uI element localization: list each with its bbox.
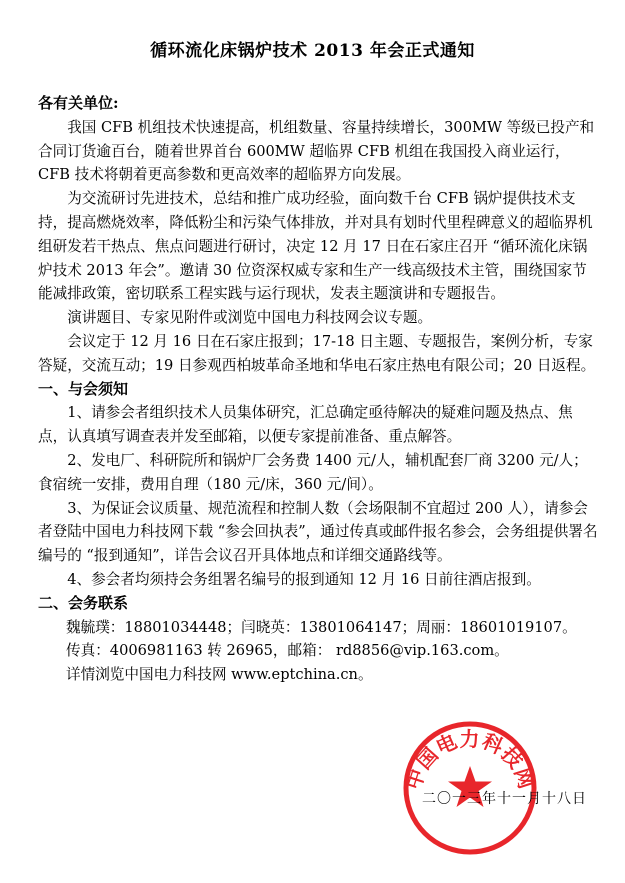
notes-item-1: 1、请参会者组织技术人员集体研究，汇总确定亟待解决的疑难问题及热点、焦点，认真填写调查表并发至邮箱，以便专家提前准备、重点解答。 [38,404,573,446]
intro-paragraph-3: 演讲题目、专家见附件或浏览中国电力科技网会议专题。 [67,309,433,327]
notes-item-4: 4、参会者均须持会务组署名编号的报到通知 12 月 16 日前往酒店报到。 [67,570,541,588]
issue-date: 二〇一三年十一月十八日 [422,791,587,807]
salutation: 各有关单位: [38,94,119,112]
intro-paragraph-2: 为交流研讨先进技术，总结和推广成功经验，面向数千台 CFB 锅炉提供技术支持，提高燃烧效率，降低粉尘和污染气体排放，并对具有划时代里程碑意义的超临界机组研发若干热点、焦点问题进行研讨，决定 12 月 17 日在石家庄召开 “循环流化床锅炉技术 2013 年会”。邀请 30 位资深权威专家和生产一线高级技术主管，围绕国家节能减排政策，密切联系工程实践与运行现状，发表主题演讲和专题报告。 [38,190,593,303]
contact-website: 详情浏览中国电力科技网 www.eptchina.cn。 [66,666,373,684]
contact-persons: 魏毓璞：18801034448；闫晓英：13801064147；周丽：18601019107。 [66,618,577,636]
page-title: 循环流化床锅炉技术 2013 年会正式通知 [150,41,475,61]
notice-body [38,92,598,687]
seal-text: 中国电力科技网 [401,727,539,793]
intro-paragraph-1: 我国 CFB 机组技术快速提高，机组数量、容量持续增长，300MW 等级已投产和合同订货逾百台，随着世界首台 600MW 超临界 CFB 机组在我国投入商业运行，CFB 技术将朝着更高参数和更高效率的超临界方向发展。 [38,118,595,184]
notes-item-2: 2、发电厂、科研院所和锅炉厂会务费 1400 元/人，辅机配套厂商 3200 元/人；食宿统一安排，费用自理（180 元/床，360 元/间）。 [38,451,588,493]
intro-paragraph-4: 会议定于 12 月 16 日在石家庄报到；17-18 日主题、专题报告，案例分析，专家答疑，交流互动；19 日参观西柏坡革命圣地和华电石家庄热电有限公司；20 日返程。 [38,332,596,374]
section-heading-notes: 一、与会须知 [38,379,129,398]
notes-item-3: 3、为保证会议质量、规范流程和控制人数（会场限制不宜超过 200 人），请参会者登陆中国电力科技网下载 “参会回执表”，通过传真或邮件报名参会，会务组提供署名编号的 “报到通知”，详告会议召开具体地点和详细交通路线等。 [38,499,598,565]
contact-fax-email: 传真：4006981163 转 26965，邮箱： rd8856@vip.163.com。 [66,642,509,660]
section-heading-contact: 二、会务联系 [38,593,129,612]
